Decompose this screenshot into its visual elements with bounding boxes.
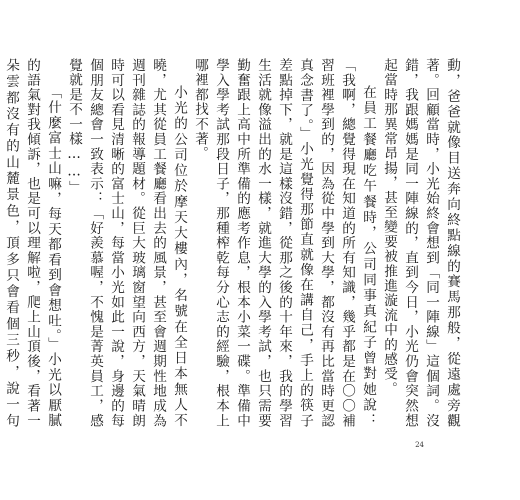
paragraph: 在員工餐廳吃午餐時，公司同事真紀子曾對她說：「我啊，總覺得現在知道的所有知識，幾乎都是在〇〇補習班裡學到的，因為從中學到大學，都沒有再比當時更認真念書了。」小光覺得那節直就像在講自己，手上的筷子差點掉下，就是這樣沒錯，從那之後的十年來，我的學習生活就像溢出的水一樣，就進大學的入學考試，也只需要勤奮跟上高中所準備的應考作息，根本小菜一碟。準備中學入學考試那段日子，那種榨乾每分心志的經驗，根本上哪裡都找不著。	[192, 58, 376, 428]
paragraph: 動，爸爸就像目送奔向終點線的賽馬那般，從遠處旁觀著。回顧當時，小光始終會想到「同一陣線」這個詞。沒錯，我跟媽媽是同一陣線的，直到今日，小光仍會突然想起當時那異常昂揚，甚至變要被推進漩流中的感受。	[381, 58, 460, 428]
vertical-text-body	[3, 58, 462, 428]
page-number: 24	[415, 441, 424, 449]
paragraph: 「什麼富士山嘛，每天都看到會想吐。」小光以厭膩的語氣對我傾訴，也是可以理解啦，爬上山頂後，看著一朵雲都沒有的山麓景色，頂多只會看個三秒，說一句	[3, 58, 61, 428]
paragraph: 小光的公司位於摩天大樓內，名號在全日本無人不曉，尤其從員工餐廳看出去的風景，甚至會週期性地成為週刊雜誌的報導題材。從巨大玻璃窗望向西方，天氣晴朗時可以看見清晰的富士山，每當小光如此一說，身邊的每個朋友總會一致表示：「好羨慕喔，不愧是菁英員工，感覺就是不一樣……」	[66, 58, 187, 428]
